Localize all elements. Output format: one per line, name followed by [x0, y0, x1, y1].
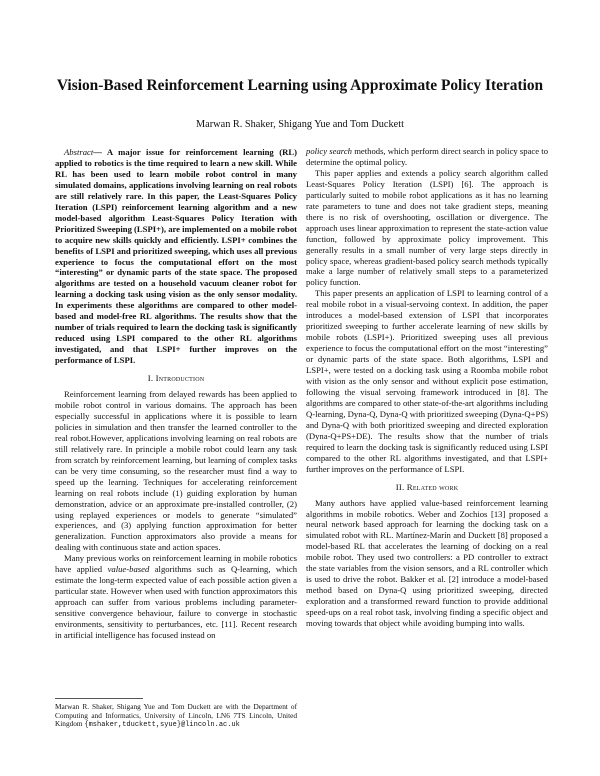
emphasis-text: policy search [306, 146, 352, 156]
author-emails: {mshaker,tduckett,syue}@lincoln.ac.uk [84, 721, 240, 729]
intro-paragraph-2 [55, 553, 297, 641]
section-label: Related work [406, 481, 459, 492]
paper-title: Vision-Based Reinforcement Learning using Approximate Policy Iteration [56, 77, 544, 94]
abstract-lead: Abstract [64, 147, 94, 157]
footnote-text: Marwan R. Shaker, Shigang Yue and Tom Duckett are with the Department of Computing and Informatics, University of Lincoln, LN6 7TS Lincoln, United Kingdom [55, 702, 297, 728]
section-label: Introduction [155, 373, 205, 384]
related-paragraph-1: Many authors have applied value-based reinforcement learning algorithms in mobile robotics. Weber and Zochios [13] proposed a neural network based approach for learning the docking task on a simulated robot with RL. Martínez-Marín and Duckett [8] proposed a model-based RL that accelerates the learning of docking on a real mobile robot. They used two controllers: a PD controller to extract the state variables from the vision sensors, and a RL controller which is used to drive the robot. Bakker et al. [2] introduce a model-based method based on Dyna-Q using prioritized sweeping, directed exploration and a transformed reward function to provide additional speed-ups on a real robot task, involving finding a specific object and moving towards that object while avoiding bumping into walls. [306, 497, 548, 629]
intro-paragraph-1: Reinforcement learning from delayed rewards has been applied to mobile robot control in various domains. The approach has been especially successful in applications where it is possible to learn policies in simulation and then transfer the learned controller to the real robot.However, applications involving learning on real robots are still relatively rare. In principle a mobile robot could learn any task from scratch by reinforcement learning, but learning of complex tasks can be very time consuming, so the researcher must find a way to speed up the learning. Techniques for accelerating reinforcement learning on real robots include (1) guiding exploration by human demonstration, advice or an approximate pre-installed controller, (2) using replayed experiences or models to generate “simulated” experiences, and (3) applying function approximation for better generalization. Function approximators also provide a means for dealing with continuous state and action spaces. [55, 389, 297, 553]
intro-paragraph-2-continued [306, 146, 548, 168]
section-number: I. [147, 373, 154, 384]
left-column [55, 147, 297, 641]
paper-authors: Marwan R. Shaker, Shigang Yue and Tom Duckett [196, 119, 404, 130]
intro-paragraph-3: This paper applies and extends a policy search algorithm called Least-Squares Policy Iteration (LSPI) [6]. The approach is particularly suited to mobile robot applications as it has no learning rate parameters to tune and does not take gradient steps, meaning there is no risk of overshooting, oscillation or divergence. The approach uses linear approximation to represent the state-action value function, followed by approximate policy improvement. This generally results in a small number of very large steps directly in policy space, whereas gradient-based policy search methods typically make a large number of relatively small steps to a parameterized policy function. [306, 167, 548, 288]
author-footnote [55, 703, 297, 730]
footnote-divider [55, 698, 143, 699]
section-heading-introduction [55, 373, 297, 384]
abstract [55, 147, 297, 366]
paragraph-text: methods, which perform direct search in policy space to determine the optimal policy. [306, 146, 549, 167]
emphasis-text: value-based [107, 564, 150, 575]
intro-paragraph-4: This paper presents an application of LSPI to learning control of a real mobile robot in a visual-servoing context. In addition, the paper introduces a model-based extension of LSPI that incorporates prioritized sweeping to further accelerate learning of new skills by mobile robots (LSPI+). Prioritized sweeping uses all previous experience to focus the computational effort on the most “interesting” or dynamic parts of the state space. Both algorithms, LSPI and LSPI+, were tested on a docking task using a Roomba mobile robot with vision as the only sensor and without explicit pose estimation, following the visual servoing framework introduced in [8]. The algorithms are compared to other state-of-the-art algorithms including Q-learning, Dyna-Q, Dyna-Q with prioritized sweeping (Dyna-Q+PS) and Dyna-Q with both prioritized sweeping and directed exploration (Dyna-Q+PS+DE). The results show that the number of trials required to learn the docking task is significantly reduced using LSPI compared to the other RL algorithms investigated, and that LSPI+ further improves on the performance of LSPI. [306, 288, 548, 474]
section-heading-related-work [306, 482, 548, 493]
right-column [306, 146, 548, 629]
paragraph-text: algorithms such as Q-learning, which estimate the long-term expected value of each possible action given a particular state. However when used with function approximators this approach can suffer from various problems including parameter-sensitive convergence behaviour, failure to converge in stochastic environments, sensitivity to perturbances, etc. [11]. Recent research in artificial intelligence has focused instead on [55, 564, 298, 640]
section-number: II. [395, 481, 405, 492]
abstract-text: — A major issue for reinforcement learning (RL) applied to robotics is the time required to learn a new skill. While RL has been used to learn mobile robot control in many simulated domains, applications involving learning on real robots are still relatively rare. In this paper, the Least-Squares Policy Iteration (LSPI) reinforcement learning algorithm and a new model-based algorithm Least-Squares Policy Iteration with Prioritized Sweeping (LSPI+), are implemented on a mobile robot to acquire new skills quickly and efficiently. LSPI+ combines the benefits of LSPI and prioritized sweeping, which uses all previous experience to focus the computational effort on the most “interesting” or dynamic parts of the state space. The proposed algorithms are tested on a household vacuum cleaner robot for learning a docking task using vision as the only sensor modality. In experiments these algorithms are compared to other model-based and model-free RL algorithms. The results show that the number of trials required to learn the docking task is significantly reduced using LSPI compared to the other RL algorithms investigated, and that LSPI+ further improves on the performance of LSPI. [55, 147, 298, 366]
paragraph-text: Many previous works on reinforcement learning in mobile robotics have applied [55, 553, 297, 575]
